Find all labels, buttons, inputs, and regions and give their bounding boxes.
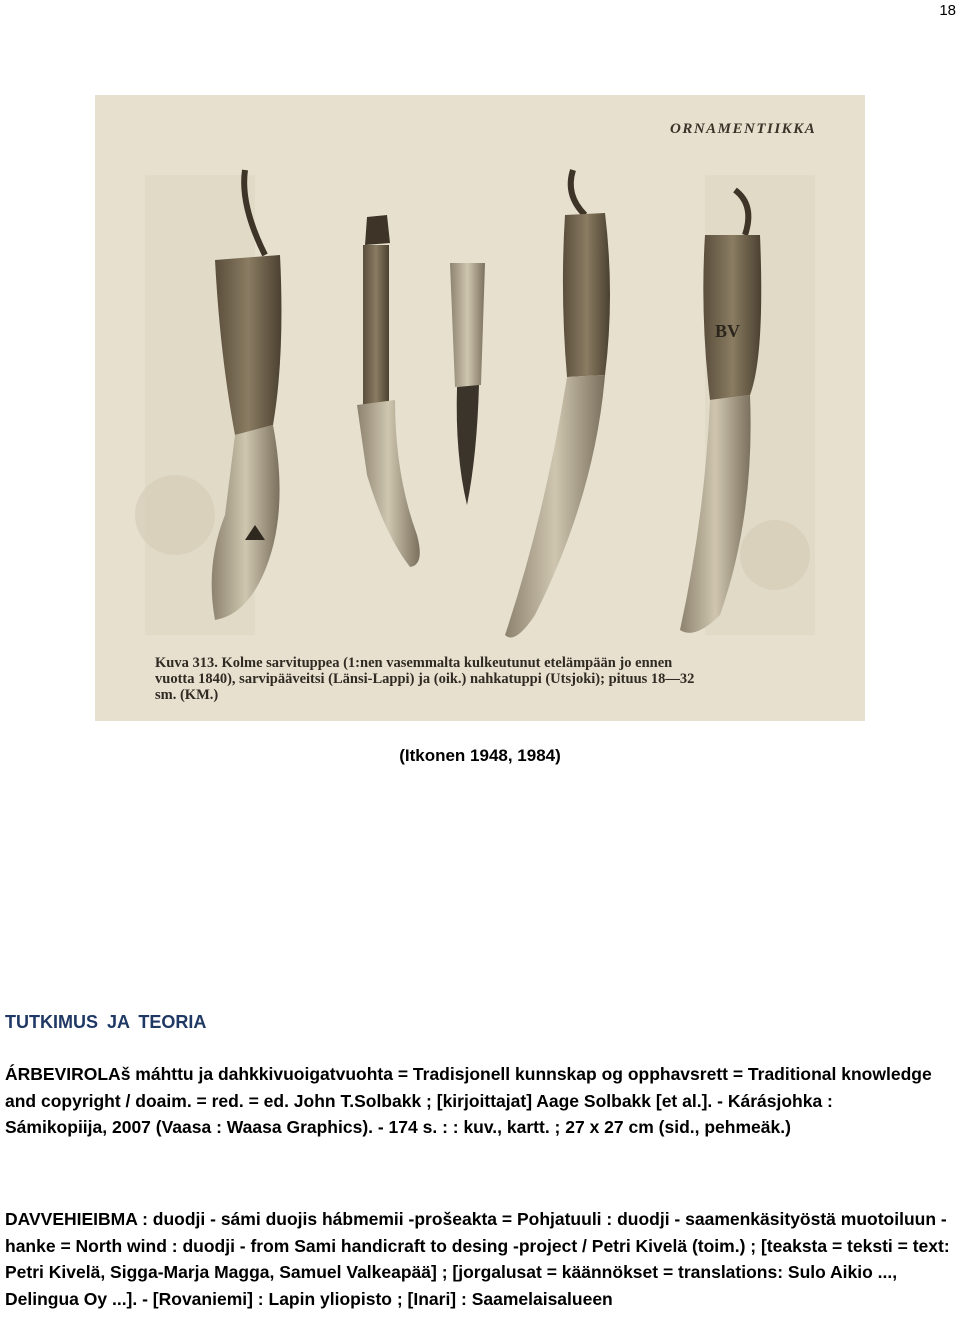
caption-line-2: vuotta 1840), sarvipääveitsi (Länsi-Lappi) ja (oik.) nahkatuppi (Utsjoki); pituus 18—32 [155, 671, 695, 687]
figure-heading: ORNAMENTIIKKA [670, 121, 817, 137]
knife-2 [357, 215, 420, 567]
bibliography-entry-2: DAVVEHIEIBMA : duodji - sámi duojis hábmemii -prošeakta = Pohjatuuli : duodji - saamenkäsityöstä muotoiluun -hanke = North wind : duodji - from Sami handicraft to desing -project / Petri Kivelä (toim.) ; [teaksta = teksti = text: Petri Kivelä, Sigga-Marja Magga, Samuel Valkeapää] ; [jorgalusat = käännökset = translations: Sulo Aikio ..., Delingua Oy ...]. - [Rovaniemi] : Lapin yliopisto ; [Inari] : Saamelaisalueen [5, 1209, 950, 1309]
page-number: 18 [939, 2, 956, 19]
caption-line-1: Kuva 313. Kolme sarvituppea (1:nen vasemmalta kulkeutunut etelämpään jo ennen [155, 655, 673, 671]
caption-line-3: sm. (KM.) [155, 687, 219, 703]
knife-3 [450, 263, 485, 505]
knife-4 [505, 170, 610, 638]
figure-knives-photo [95, 95, 865, 721]
knives-illustration [95, 95, 865, 721]
figure-caption [155, 655, 855, 703]
bibliography-entry-1: ÁRBEVIROLAš máhttu ja dahkkivuoigatvuohta = Tradisjonell kunnskap og opphavsrett = Traditional knowledge and copyright / doaim. = red. = ed. John T.Solbakk ; [kirjoittajat] Aage Solbakk [et al.]. - Kárásjohka : Sámikopiija, 2007 (Vaasa : Waasa Graphics). - 174 s. : : kuv., kartt. ; 27 x 27 cm (sid., pehmeäk.) [5, 1064, 932, 1137]
section-heading: TUTKIMUS JA TEORIA [5, 1012, 207, 1032]
knife-marking: BV [715, 321, 741, 341]
figure-credit: (Itkonen 1948, 1984) [399, 746, 561, 765]
